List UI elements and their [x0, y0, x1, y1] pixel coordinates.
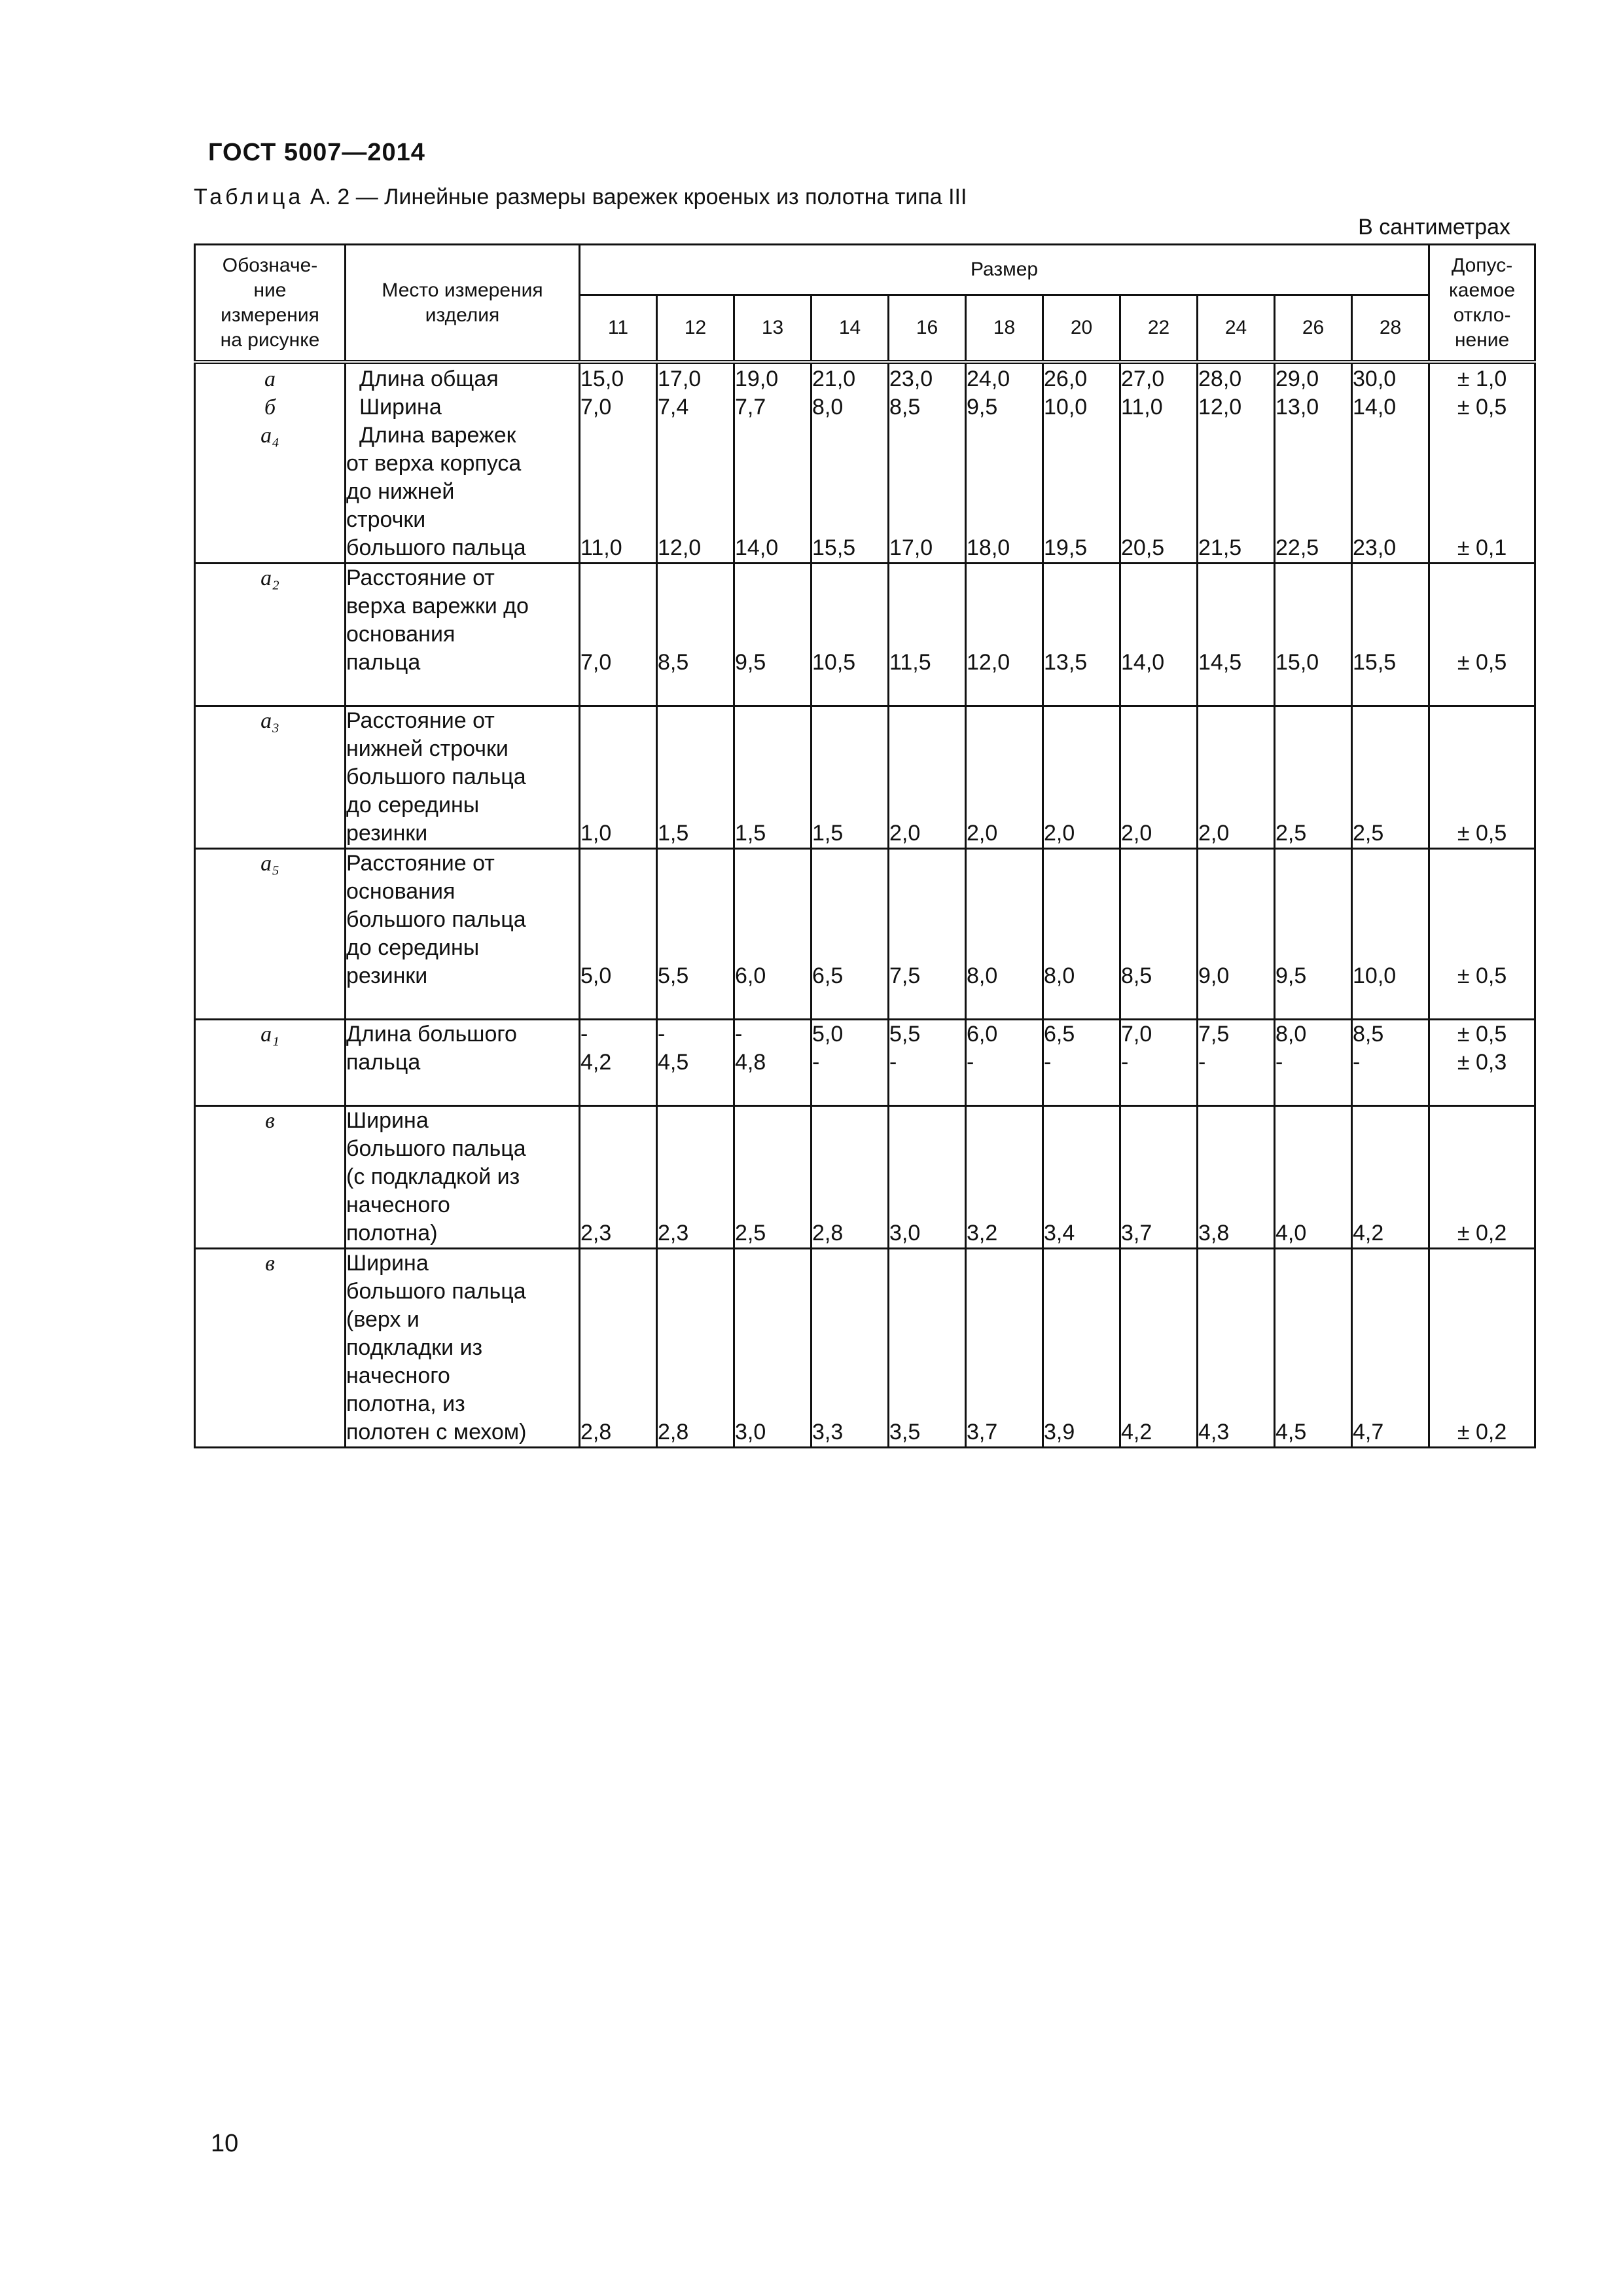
place-line: до нижней [346, 479, 455, 504]
size-value: 4,3 [1198, 1249, 1275, 1448]
header-size: 20 [1043, 295, 1120, 363]
size-value: 1,5 [812, 706, 889, 849]
header-place: Место измерения изделия [346, 245, 580, 363]
place-line: большого пальца [346, 764, 526, 789]
table-row [195, 1249, 1535, 1448]
units-note: В сантиметрах [1358, 215, 1510, 240]
size-value: 4,2 [1352, 1106, 1429, 1249]
size-value: 6,5 - [1043, 1020, 1120, 1106]
place-line: Расстояние от [346, 565, 495, 590]
size-value: 13,5 [1043, 564, 1120, 706]
size-value: 2,5 [1275, 706, 1352, 849]
size-value: 8,0 [1043, 849, 1120, 1020]
place-line: Ширина [346, 1251, 429, 1276]
header-size: 14 [812, 295, 889, 363]
measurement-place [346, 564, 580, 706]
table-row [195, 1020, 1535, 1106]
size-value: 4,5 [1275, 1249, 1352, 1448]
place-line: строчки [346, 507, 426, 532]
size-value: 2,5 [734, 1106, 812, 1249]
size-value: 2,5 [1352, 706, 1429, 849]
size-value: 4,2 [1120, 1249, 1198, 1448]
size-value: 30,0 14,0 23,0 [1352, 362, 1429, 564]
header-size-group: Размер [580, 245, 1429, 295]
place-line: начесного [346, 1363, 450, 1388]
header-size: 18 [966, 295, 1043, 363]
size-value: 9,5 [734, 564, 812, 706]
size-value: - 4,5 [657, 1020, 734, 1106]
caption-label: Таблица [194, 185, 304, 209]
measurement-symbol: а б а₄ [195, 362, 346, 564]
place-line: нижней строчки [346, 736, 508, 761]
measurement-symbol: в [195, 1106, 346, 1249]
size-value: 2,0 [889, 706, 966, 849]
place-line [346, 990, 579, 1018]
size-value: 8,0 [966, 849, 1043, 1020]
size-value: 7,0 [580, 564, 657, 706]
measurement-place [346, 849, 580, 1020]
size-value: 3,0 [889, 1106, 966, 1249]
size-value: 3,7 [966, 1249, 1043, 1448]
size-value: 3,7 [1120, 1106, 1198, 1249]
size-value: 1,0 [580, 706, 657, 849]
tolerance-value: ± 0,5 [1429, 564, 1535, 706]
place-line: до середины [346, 793, 480, 817]
size-value: 3,9 [1043, 1249, 1120, 1448]
size-value: 7,5 - [1198, 1020, 1275, 1106]
table-row [195, 564, 1535, 706]
place-line: Расстояние от [346, 708, 495, 733]
tolerance-value: ± 0,2 [1429, 1106, 1535, 1249]
size-value: 15,0 7,0 11,0 [580, 362, 657, 564]
size-value: 12,0 [966, 564, 1043, 706]
size-value: 3,5 [889, 1249, 966, 1448]
measurement-place [346, 1106, 580, 1249]
header-size: 22 [1120, 295, 1198, 363]
place-line: подкладки из [346, 1335, 483, 1360]
place-line: основания [346, 622, 455, 647]
size-value: 14,5 [1198, 564, 1275, 706]
size-value: 6,0 - [966, 1020, 1043, 1106]
size-value: 8,5 - [1352, 1020, 1429, 1106]
place-line [346, 1077, 579, 1105]
table-row [195, 849, 1535, 1020]
size-value: 4,0 [1275, 1106, 1352, 1249]
size-value: 2,0 [1043, 706, 1120, 849]
header-size: 16 [889, 295, 966, 363]
size-value: 5,5 [657, 849, 734, 1020]
measurement-symbol: а₃ [195, 706, 346, 849]
size-value: 3,0 [734, 1249, 812, 1448]
measurement-place [346, 706, 580, 849]
place-line: Ширина [346, 1108, 429, 1133]
page-number: 10 [211, 2130, 239, 2157]
tolerance-value: ± 0,5 ± 0,3 [1429, 1020, 1535, 1106]
size-value: 3,2 [966, 1106, 1043, 1249]
size-value: 19,0 7,7 14,0 [734, 362, 812, 564]
header-size: 24 [1198, 295, 1275, 363]
size-value: 8,5 [1120, 849, 1198, 1020]
header-symbol: Обозначе- ние измерения на рисунке [195, 245, 346, 363]
header-tolerance: Допус- каемое откло- нение [1429, 245, 1535, 363]
size-value: 9,5 [1275, 849, 1352, 1020]
measurement-place [346, 1020, 580, 1106]
header-size: 26 [1275, 295, 1352, 363]
size-value: 3,8 [1198, 1106, 1275, 1249]
place-line: Длина варежек [359, 423, 516, 448]
place-line: Длина большого [346, 1022, 517, 1047]
size-value: 10,5 [812, 564, 889, 706]
size-value: 15,5 [1352, 564, 1429, 706]
size-value: - 4,8 [734, 1020, 812, 1106]
table-row [195, 706, 1535, 849]
table-row [195, 1106, 1535, 1249]
size-value: 29,0 13,0 22,5 [1275, 362, 1352, 564]
place-line: Расстояние от [346, 851, 495, 876]
size-value: 1,5 [734, 706, 812, 849]
place-line: пальца [346, 1050, 421, 1075]
size-value: 5,0 - [812, 1020, 889, 1106]
size-value: 7,0 - [1120, 1020, 1198, 1106]
size-value: 2,8 [580, 1249, 657, 1448]
caption-text: — Линейные размеры варежек кроеных из полотна типа III [355, 185, 967, 209]
measurement-symbol: а₂ [195, 564, 346, 706]
measurement-symbol: в [195, 1249, 346, 1448]
size-value: 7,5 [889, 849, 966, 1020]
size-value: 2,0 [966, 706, 1043, 849]
header-size: 13 [734, 295, 812, 363]
size-value: 3,4 [1043, 1106, 1120, 1249]
place-line: пальца [346, 650, 421, 675]
size-value: 4,7 [1352, 1249, 1429, 1448]
place-line: (с подкладкой из [346, 1164, 520, 1189]
header-size: 12 [657, 295, 734, 363]
size-value: 2,3 [657, 1106, 734, 1249]
place-line [346, 677, 579, 705]
place-line: до середины [346, 935, 480, 960]
size-value: 8,5 [657, 564, 734, 706]
place-line: верха варежки до [346, 594, 529, 619]
table-row [195, 362, 1535, 564]
table-caption [194, 185, 967, 210]
document-code: ГОСТ 5007—2014 [208, 139, 425, 166]
size-value: 27,0 11,0 20,5 [1120, 362, 1198, 564]
tolerance-value: ± 0,5 [1429, 849, 1535, 1020]
size-value: 8,0 - [1275, 1020, 1352, 1106]
size-value: 26,0 10,0 19,5 [1043, 362, 1120, 564]
measurement-place [346, 1249, 580, 1448]
header-size: 11 [580, 295, 657, 363]
place-line: резинки [346, 821, 428, 846]
size-value: - 4,2 [580, 1020, 657, 1106]
size-value: 2,0 [1120, 706, 1198, 849]
place-line: большого пальца [346, 1136, 526, 1161]
caption-number: А. 2 [310, 185, 350, 209]
size-value: 21,0 8,0 15,5 [812, 362, 889, 564]
size-value: 23,0 8,5 17,0 [889, 362, 966, 564]
place-line: большого пальца [346, 535, 526, 560]
size-value: 28,0 12,0 21,5 [1198, 362, 1275, 564]
place-line: Длина общая [359, 367, 499, 391]
size-value: 17,0 7,4 12,0 [657, 362, 734, 564]
place-line: полотна, из [346, 1391, 465, 1416]
size-value: 9,0 [1198, 849, 1275, 1020]
size-value: 2,0 [1198, 706, 1275, 849]
size-value: 5,0 [580, 849, 657, 1020]
place-line: (верх и [346, 1307, 419, 1332]
place-line: полотен с мехом) [346, 1420, 527, 1444]
place-line: начесного [346, 1193, 450, 1217]
measurement-place [346, 362, 580, 564]
place-line: резинки [346, 963, 428, 988]
size-value: 6,5 [812, 849, 889, 1020]
measurements-table [194, 243, 1536, 1448]
tolerance-value: ± 1,0 ± 0,5 ± 0,1 [1429, 362, 1535, 564]
size-value: 1,5 [657, 706, 734, 849]
place-line: основания [346, 879, 455, 904]
size-value: 3,3 [812, 1249, 889, 1448]
place-line: полотна) [346, 1221, 438, 1246]
size-value: 15,0 [1275, 564, 1352, 706]
size-value: 11,5 [889, 564, 966, 706]
header-size: 28 [1352, 295, 1429, 363]
place-line: большого пальца [346, 907, 526, 932]
size-value: 24,0 9,5 18,0 [966, 362, 1043, 564]
tolerance-value: ± 0,2 [1429, 1249, 1535, 1448]
size-value: 14,0 [1120, 564, 1198, 706]
size-value: 2,8 [657, 1249, 734, 1448]
measurement-symbol: а₅ [195, 849, 346, 1020]
size-value: 10,0 [1352, 849, 1429, 1020]
size-value: 5,5 - [889, 1020, 966, 1106]
size-value: 6,0 [734, 849, 812, 1020]
place-line: от верха корпуса [346, 451, 522, 476]
measurement-symbol: а₁ [195, 1020, 346, 1106]
place-line: большого пальца [346, 1279, 526, 1304]
tolerance-value: ± 0,5 [1429, 706, 1535, 849]
place-line: Ширина [359, 395, 442, 420]
size-value: 2,8 [812, 1106, 889, 1249]
size-value: 2,3 [580, 1106, 657, 1249]
